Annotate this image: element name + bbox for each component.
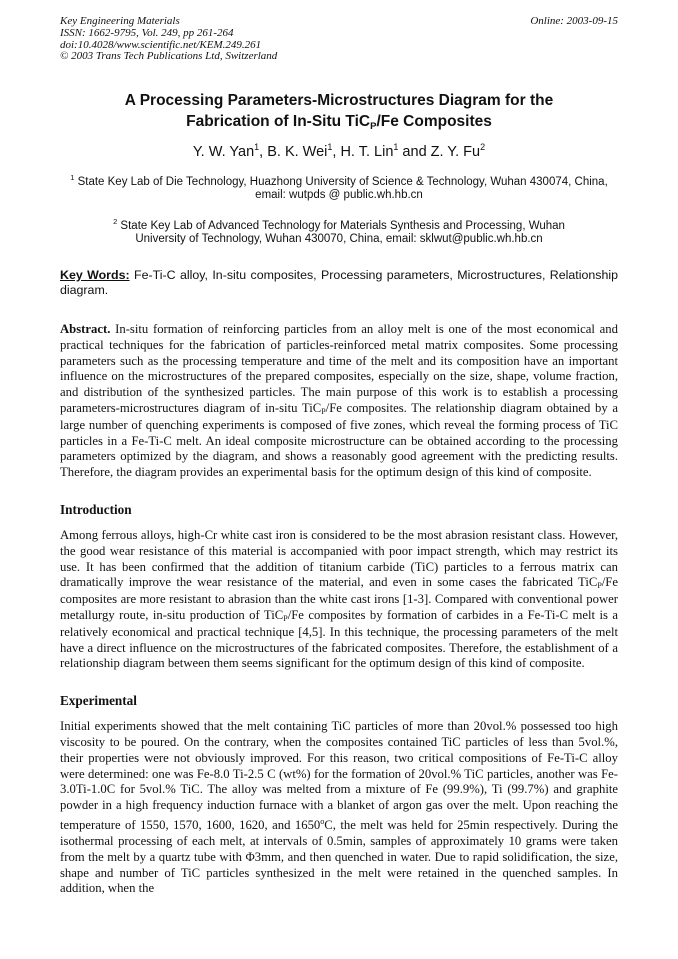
- affiliation-2: $^2$ State Key Lab of Advanced Technology for Materials Synthesis and Processing, Wuhan University of Technology, Wuhan 430070, China, email: sklwut@public.wh.hb.cn: [113, 216, 565, 246]
- section-heading-introduction: Introduction: [60, 502, 132, 518]
- title-subscript: P: [370, 120, 377, 132]
- author-2: , B. K. Wei: [259, 144, 328, 161]
- online-date: Online: 2003-09-15: [530, 15, 618, 27]
- paper-title-line1: A Processing Parameters-Microstructures Diagram for the: [124, 92, 554, 110]
- keywords-block: [60, 268, 618, 298]
- author-4: and Z. Y. Fu: [398, 144, 481, 161]
- abstract-label: Abstract.: [60, 322, 111, 337]
- abstract-paragraph: Abstract. In-situ formation of reinforcing particles from an alloy melt is one of the most economical and practical techniques for the fabrication of particles-reinforced metal matrix composites. Some processing parameters such as the processing temperature and time of the melt and its composition have an important influence on the microstructures of the prepared composites, especially on the size, shape, volume fraction, and distribution of the synthesized particles. The main purpose of this work is to establish a processing parameters-microstructures diagram of in-situ TiC$_P$/Fe composites. The relationship diagram obtained by a large number of quenching experiments is composed of five zones, which reveal the forming process of TiC particles in a Fe-Ti-C melt. An ideal composite microstructure can be obtained according to the processing parameters optimized by the diagram, and shows a reasonably good agreement with the predicting results. Therefore, the diagram provides an experimental basis for the optimum design of this kind of composite.: [60, 322, 618, 480]
- paper-title: [60, 91, 618, 134]
- experimental-paragraph: Initial experiments showed that the melt containing TiC particles of more than 20vol.% possessed too high viscosity to be poured. On the contrary, when the composites contained TiC particles of less than 5vol.%, their properties were not obviously improved. For this reason, two critical compositions of Fe-Ti-C alloy were determined: one was Fe-8.0 Ti-2.5 C (wt%) for the formation of 20vol.% TiC particles, another was Fe-3.0Ti-1.0C for 5vol.% TiC. The alloy was melted from a mixture of Fe (99.9%), Ti (99.7%) and graphite powder in a high frequency induction furnace with a blanket of argon gas over the melt. Upon reaching the temperature of 1550, 1570, 1600, 1620, and 1650$^o$C, the melt was held for 25min respectively. During the isothermal processing of each melt, at intervals of 0.5min, samples of approximately 10 grams were taken from the melt by a quartz tube with Φ3mm, and then quenched in water. Due to rapid solidification, the size, shape and number of TiC particles synthesized in the melt were retained in the quenched samples. In addition, when the: [60, 719, 618, 896]
- author-4-affmark: 2: [480, 142, 486, 153]
- author-3: , H. T. Lin: [332, 144, 394, 161]
- journal-metadata: [60, 16, 277, 63]
- section-heading-experimental: Experimental: [60, 693, 137, 709]
- journal-copyright: © 2003 Trans Tech Publications Ltd, Switzerland: [60, 50, 278, 63]
- author-3-affmark: 1: [393, 142, 399, 153]
- journal-header: [60, 16, 618, 63]
- journal-title: Key Engineering Materials: [60, 15, 180, 27]
- journal-issn: ISSN: 1662-9795, Vol. 249, pp 261-264: [60, 26, 234, 39]
- author-1: Y. W. Yan: [192, 144, 255, 161]
- affiliation-2-mark: 2: [113, 216, 118, 226]
- author-1-affmark: 1: [254, 142, 260, 153]
- intro-subscript-2: P: [283, 614, 288, 624]
- journal-doi: doi:10.4028/www.scientific.net/KEM.249.261: [60, 38, 262, 51]
- intro-subscript-1: P: [597, 581, 602, 591]
- keywords-text: Fe-Ti-C alloy, In-situ composites, Processing parameters, Microstructures, Relationship diagram.: [60, 267, 618, 297]
- keywords-label: Key Words:: [60, 267, 130, 282]
- affiliation-1: $^1$ State Key Lab of Die Technology, Huazhong University of Science & Technology, Wuhan 430074, China, email: wutpds @ public.wh.hb.cn: [70, 173, 608, 202]
- introduction-paragraph: Among ferrous alloys, high-Cr white cast iron is considered to be the most abrasion resistant class. However, the good wear resistance of this material is accompanied with poor impact strength, which may restrict its use. It has been confirmed that the addition of titanium carbide (TiC) particles to a ferrous matrix can dramatically improve the wear resistance of the material, and even in some cases the fabricated TiC$_P$/Fe composites are more resistant to abrasion than the white cast irons [1-3]. Compared with conventional power metallurgy route, in-situ production of TiC$_P$/Fe composites by formation of carbides in a Fe-Ti-C melt is a relatively economical and practical technique [4,5]. In this technique, the processing parameters of the melt have a direct influence on the microstructures of the fabricated composites. Therefore, the establishment of a relationship diagram between them seems significant for the optimum design of this kind of composite.: [60, 528, 619, 671]
- abstract-subscript: P: [321, 407, 326, 417]
- degree-superscript: o: [320, 817, 325, 826]
- paper-title-line2: Fabrication of In-Situ TiC$_P$/Fe Composites: [186, 112, 492, 132]
- author-2-affmark: 1: [327, 142, 333, 153]
- author-list: [60, 137, 618, 162]
- affiliation-1-mark: 1: [70, 173, 75, 183]
